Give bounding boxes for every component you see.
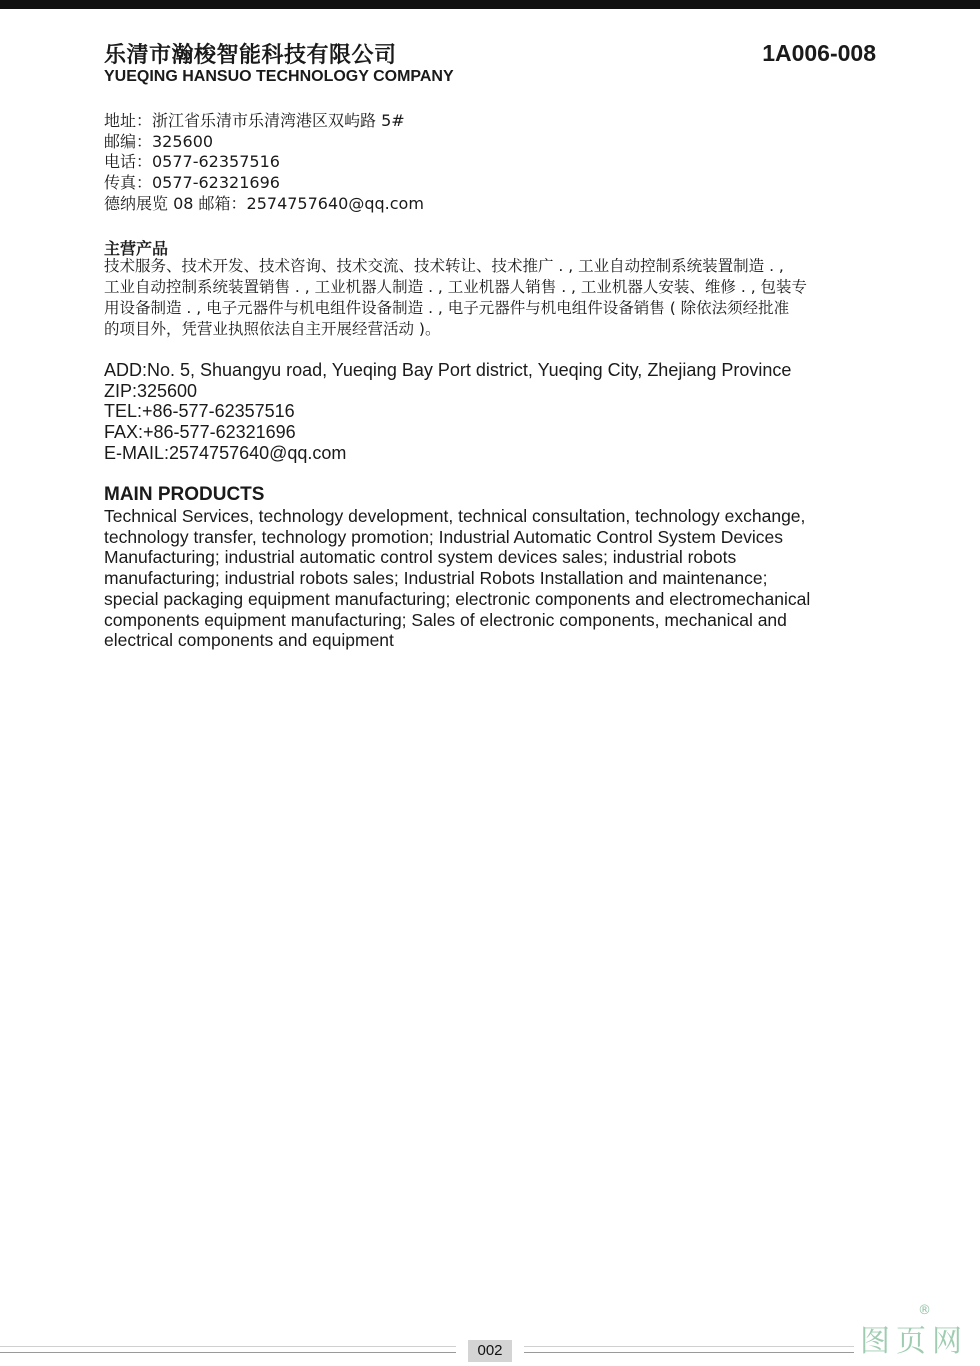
company-name-cn: 乐清市瀚梭智能科技有限公司 bbox=[104, 43, 397, 68]
products-en-line: technology transfer, technology promotion; Industrial Automatic Control System Devices bbox=[104, 526, 783, 547]
footer-rule-thin-left bbox=[0, 1346, 456, 1347]
watermark-registered-icon: ® bbox=[918, 1303, 931, 1318]
products-en-heading: MAIN PRODUCTS bbox=[104, 484, 265, 505]
footer-rule-right bbox=[524, 1352, 854, 1353]
products-en-body bbox=[104, 506, 884, 651]
contact-cn-fax: 传真：0577-62321696 bbox=[104, 173, 280, 193]
page-number: 002 bbox=[468, 1340, 512, 1362]
products-cn-heading: 主营产品 bbox=[104, 239, 169, 258]
contact-cn-zip: 邮编：325600 bbox=[104, 131, 214, 151]
products-en-line: manufacturing; industrial robots sales; Industrial Robots Installation and maintenance; bbox=[104, 568, 768, 589]
products-cn-line: 的项目外，凭营业执照依法自主开展经营活动 )。 bbox=[104, 320, 441, 338]
contact-cn-address: 地址：浙江省乐清市乐清湾港区双屿路 5# bbox=[104, 111, 405, 130]
contact-en-phone: TEL:+86-577-62357516 bbox=[104, 401, 295, 422]
contact-en-fax: FAX:+86-577-62321696 bbox=[104, 422, 296, 443]
products-cn-line: 用设备制造 . , 电子元器件与机电组件设备制造 . , 电子元器件与机电组件设备销售 ( 除依法须经批准 bbox=[104, 299, 790, 317]
contact-en-zip: ZIP:325600 bbox=[104, 380, 198, 401]
contact-en-block bbox=[104, 360, 884, 464]
footer-rule-left bbox=[0, 1352, 456, 1353]
top-border-bar bbox=[0, 0, 980, 9]
contact-en-email: E-MAIL:2574757640@qq.com bbox=[104, 442, 347, 463]
products-en-line: Technical Services, technology development, technical consultation, technology exchange, bbox=[104, 506, 806, 526]
company-name-en: YUEQING HANSUO TECHNOLOGY COMPANY bbox=[104, 68, 454, 85]
products-cn-body bbox=[104, 256, 884, 340]
products-en-line: components equipment manufacturing; Sales of electronic components, mechanical and bbox=[104, 609, 787, 630]
contact-en-address: ADD:No. 5, Shuangyu road, Yueqing Bay Port district, Yueqing City, Zhejiang Province bbox=[104, 360, 792, 380]
products-en-line: special packaging equipment manufacturing; electronic components and electromechanical bbox=[104, 588, 811, 609]
contact-cn-block bbox=[104, 111, 884, 215]
watermark-logo: 图页网 bbox=[860, 1324, 968, 1359]
footer-rule-thin-right bbox=[524, 1346, 854, 1347]
contact-cn-phone: 电话：0577-62357516 bbox=[104, 152, 280, 172]
contact-cn-email: 德纳展览 08 邮箱：2574757640@qq.com bbox=[104, 193, 424, 213]
products-en-line: electrical components and equipment bbox=[104, 630, 394, 651]
products-cn-line: 技术服务、技术开发、技术咨询、技术交流、技术转让、技术推广 . , 工业自动控制系统装置制造 . , bbox=[104, 257, 784, 275]
catalog-code: 1A006-008 bbox=[762, 40, 876, 66]
products-cn-line: 工业自动控制系统装置销售 . , 工业机器人制造 . , 工业机器人销售 . , 工业机器人安装、维修 . , 包装专 bbox=[104, 278, 808, 296]
products-en-line: Manufacturing; industrial automatic control system devices sales; industrial robots bbox=[104, 547, 737, 568]
